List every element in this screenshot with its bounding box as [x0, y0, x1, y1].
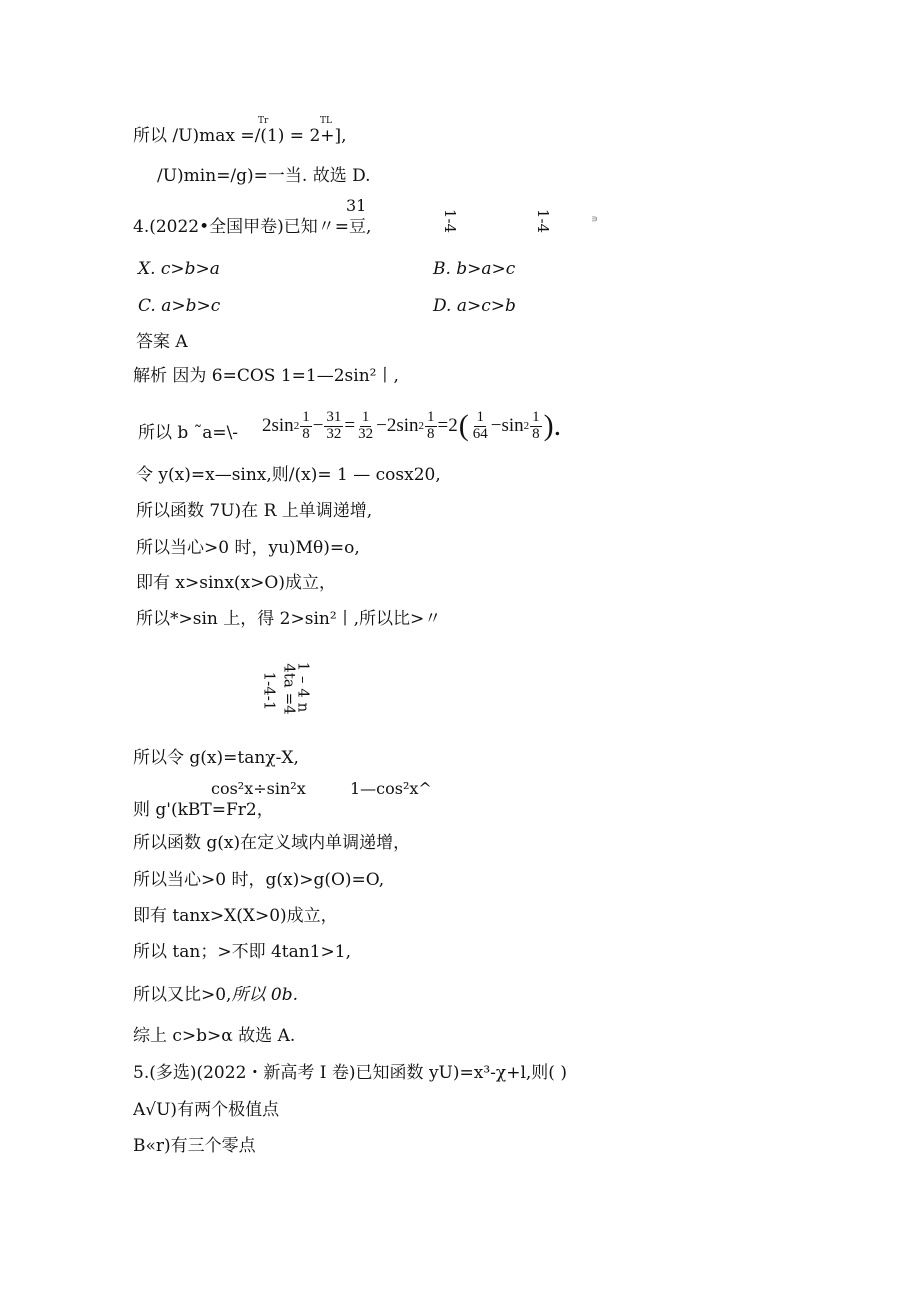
question-4: 4.(2022•全国甲卷)已知〃=豆,	[133, 217, 372, 237]
line-g-increasing: 所以函数 g(x)在定义域内单调递增，	[133, 833, 411, 853]
line-also-text: 所以又比>0,	[133, 985, 232, 1005]
frac-top-b: 1—cos²x^	[350, 779, 432, 798]
eq-frac-1-64: $\frac{1}{64}$	[472, 409, 488, 442]
eq-frac-31-32: $\frac{31}{32}$	[326, 409, 342, 442]
eq-frac-arg1: $\frac{1}{8}$	[302, 409, 310, 442]
eq-frac-arg2: $\frac{1}{8}$	[427, 409, 435, 442]
q5-option-b: B«r)有三个零点	[133, 1136, 256, 1156]
answer-line: 答案 A	[136, 332, 188, 352]
line-tan-2: 所以 tan；>不即 4tan1>1,	[133, 942, 351, 962]
option-a: X. c>b>a	[138, 259, 220, 279]
rotated-col-1: 1 – 4 n	[294, 661, 313, 713]
eq-sq-2: 2	[418, 420, 425, 433]
equation-prefix: 所以 b ˜a=\-	[138, 423, 239, 443]
line-g-when: 所以当心>0 时，g(x)>g(O)=O,	[133, 870, 385, 890]
frac-top-a: cos²x÷sin²x	[211, 779, 306, 798]
option-d: D. a>c>b	[433, 296, 516, 316]
q5-option-a: A√U)有两个极值点	[133, 1100, 280, 1120]
line-also	[133, 986, 298, 1006]
q4-mark: ∍	[591, 214, 599, 225]
eq-equals-1: =	[344, 415, 356, 437]
line-also-italic: 所以 0b.	[231, 985, 298, 1005]
line-tan: 即有 tanx>X(X>0)成立，	[133, 906, 338, 926]
rotated-col-2: 4ta =4	[280, 663, 299, 715]
sup-tr: Tr	[258, 116, 269, 126]
q4-numerator: 31	[346, 196, 367, 215]
option-c: C. a>b>c	[138, 296, 221, 316]
line-let-y: 令 y(x)=x—sinx,则/(x)= 1 — cosx20,	[136, 465, 441, 485]
line-inequality: 即有 x>sinx(x>O)成立，	[136, 573, 336, 593]
rotated-col-3: 1-4-1	[260, 671, 279, 711]
analysis-line: 解析 因为 6=COS 1=1—2sin²丨,	[133, 366, 399, 386]
line-increasing: 所以函数 7U)在 R 上单调递增,	[136, 501, 373, 521]
eq-2sin: 2sin	[262, 415, 294, 437]
q4-rotated-b: 1-4	[534, 208, 553, 234]
eq-minus-1: −	[312, 415, 324, 437]
sup-tl: TL	[320, 116, 332, 126]
q4-rotated-a: 1-4	[441, 208, 460, 234]
eq-sq-3: 2	[523, 420, 530, 433]
eq-right-paren: ).	[543, 409, 562, 443]
line-max: 所以 /U)max =/(1) = 2+],	[133, 126, 347, 146]
difference-equation	[262, 410, 562, 443]
line-min: /U)min=/g)=一当. 故选 D.	[157, 166, 371, 186]
eq-left-paren: (	[458, 409, 469, 443]
question-5: 5.(多选)(2022・新高考 I 卷)已知函数 yU)=x³-χ+l,则( )	[133, 1063, 567, 1083]
eq-minus-2sin: −2sin	[376, 415, 419, 437]
line-g-prime: 则 g'(kBT=Fr2，	[133, 800, 274, 820]
option-b: B. b>a>c	[433, 259, 516, 279]
line-when: 所以当心>0 时，yu)Mθ)=o,	[136, 538, 360, 558]
line-let-g: 所以令 g(x)=tanχ-X,	[133, 748, 299, 768]
eq-frac-arg3: $\frac{1}{8}$	[532, 409, 540, 442]
eq-frac-1-32: $\frac{1}{32}$	[358, 409, 374, 442]
eq-equals-2: =2	[437, 415, 458, 437]
line-sin: 所以*>sin 上，得 2>sin²丨,所以比>〃	[136, 609, 442, 629]
line-conclusion: 综上 c>b>α 故选 A.	[133, 1026, 296, 1046]
eq-minus-sin: −sin	[490, 415, 524, 437]
eq-sq-1: 2	[293, 420, 300, 433]
